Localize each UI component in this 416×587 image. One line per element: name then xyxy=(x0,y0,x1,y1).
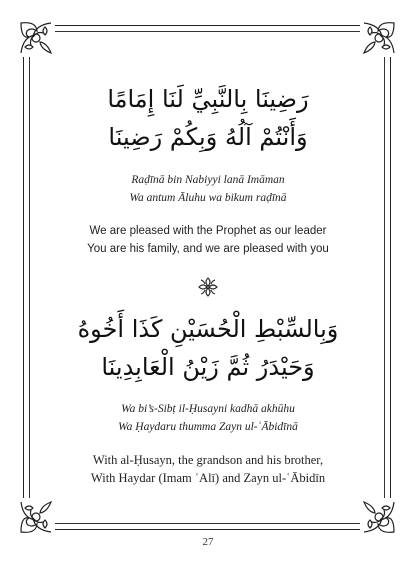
corner-ornament-icon xyxy=(17,19,55,57)
verse2-translation-line1: With al-Ḥusayn, the grandson and his brother, xyxy=(92,453,324,467)
verse1-translation-line2: You are his family, and we are pleased with you xyxy=(87,243,329,255)
floral-ornament-icon xyxy=(197,276,219,298)
corner-ornament-icon xyxy=(360,498,398,536)
verse1-translit-line2: Wa antum Āluhu wa bikum raḍīnā xyxy=(129,192,287,204)
verse2-translit-line2: Wa Ḥaydaru thumma Zayn ul-ʿĀbidīnā xyxy=(118,421,298,433)
verse2-arabic-line2: وَحَيْدَرُ ثُمَّ زَيْنُ الْعَابِدِينَا xyxy=(101,353,315,381)
verse1-translation-line1: We are pleased with the Prophet as our leader xyxy=(89,225,327,237)
verse2-arabic-line1: وَبِالسِّبْطِ الْحُسَيْنِ كَذَا أَخُوهُ xyxy=(77,315,339,343)
corner-ornament-icon xyxy=(17,498,55,536)
corner-ornament-icon xyxy=(360,19,398,57)
verse2-translation-line2: With Haydar (Imam ʿAlī) and Zayn ul-ʿĀbidīn xyxy=(90,471,326,485)
verse1-translit-line1: Raḍīnā bin Nabiyyi lanā Imāman xyxy=(131,174,285,186)
verse1-arabic-line2: وَأَنْتُمْ آلُهُ وَبِكُمْ رَضِينَا xyxy=(108,123,308,151)
verse2-translit-line1: Wa bi’s-Sibṭ il-Ḥusayni kadhā akhūhu xyxy=(121,403,295,415)
verse1-arabic-line1: رَضِينَا بِالنَّبِيِّ لَنَا إِمَامًا xyxy=(107,85,309,113)
page-number: 27 xyxy=(202,536,214,548)
